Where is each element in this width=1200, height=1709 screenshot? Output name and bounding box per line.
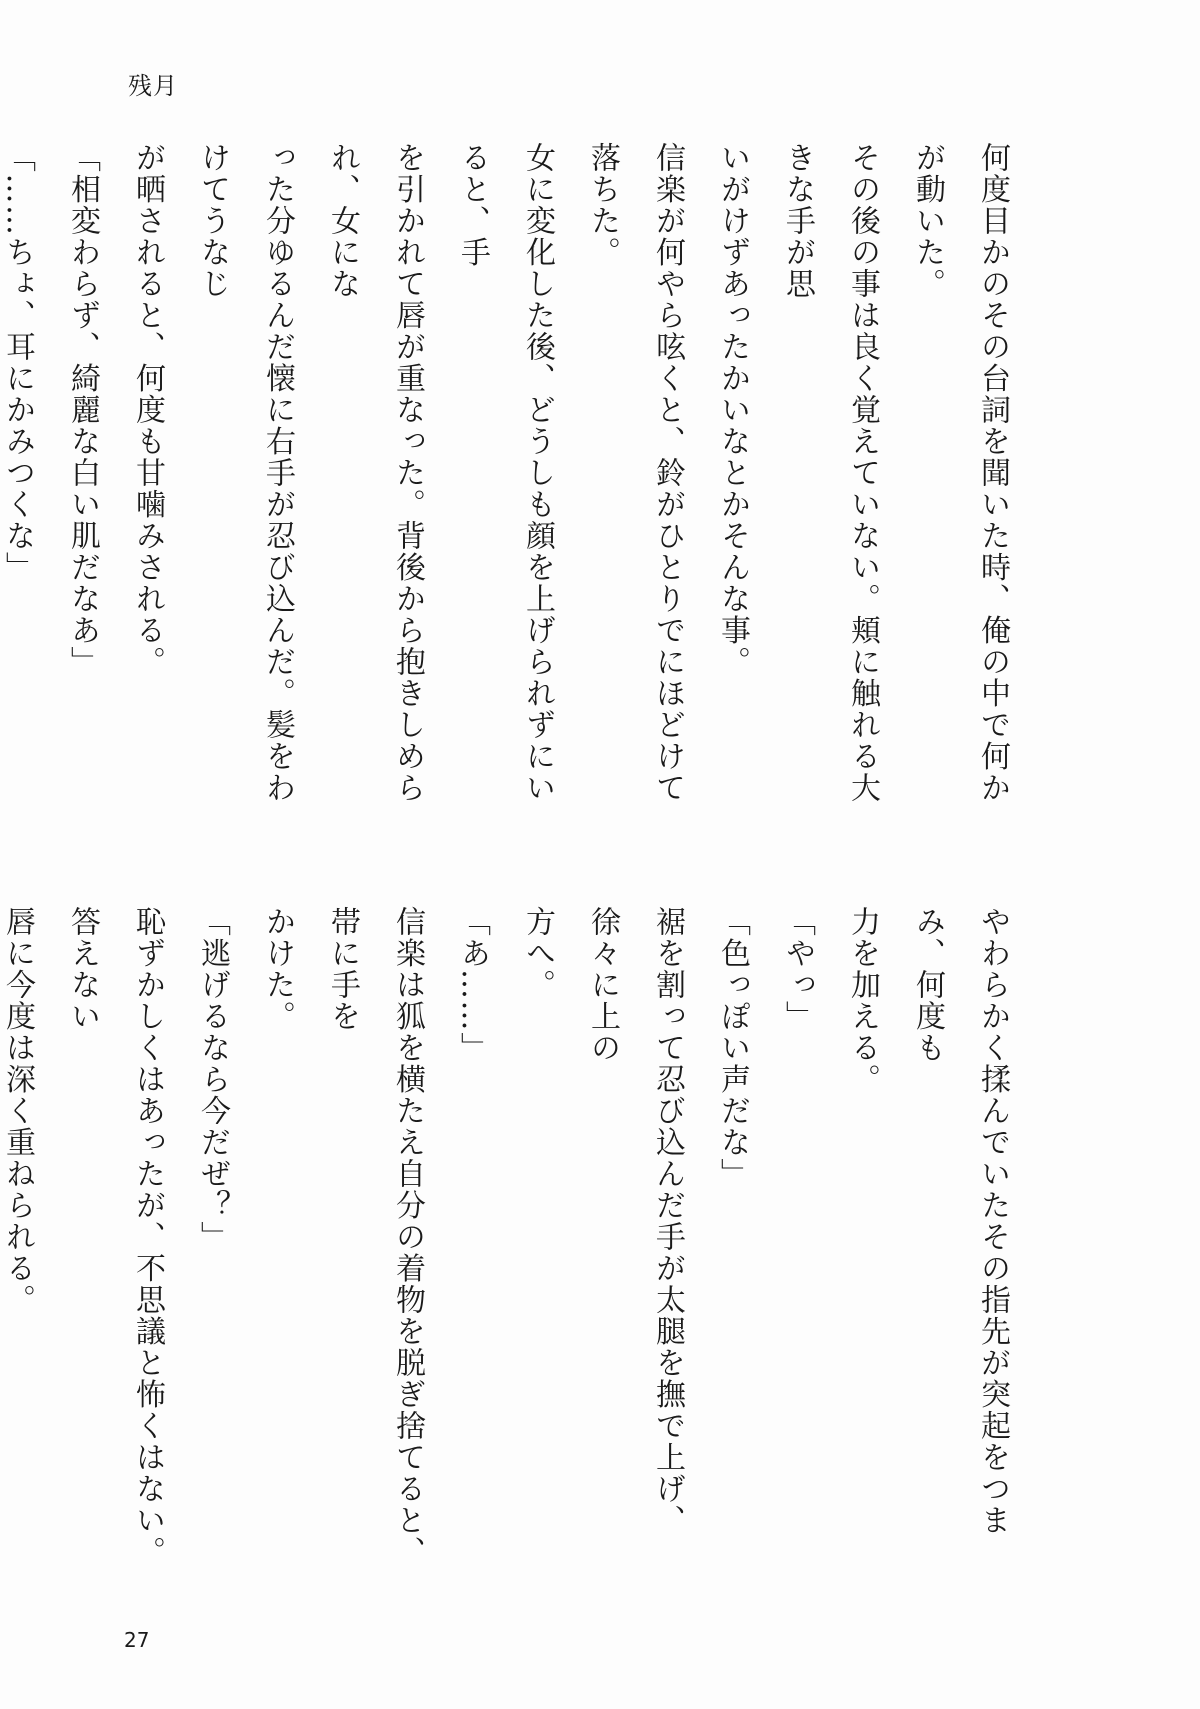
text-line: 信楽は狐を横たえ自分の着物を脱ぎ捨てると、帯に手を <box>325 906 425 1568</box>
lower-text-block <box>0 906 1025 1596</box>
text-line: 女に変化した後、どうしも顔を上げられずにいると、手 <box>455 142 555 804</box>
text-line: 何度目かのその台詞を聞いた時、俺の中で何かが動いた。 <box>910 142 1010 804</box>
upper-text-block <box>0 142 1025 832</box>
text-line: 裾を割って忍び込んだ手が太腿を撫で上げ、徐々に上の <box>585 906 685 1536</box>
dialogue-line: 「あ……」 <box>455 906 490 1064</box>
running-header: 残月 <box>128 72 178 100</box>
text-line: 恥ずかしくはあったが、不思議と怖くはない。答えない <box>65 906 165 1568</box>
text-line: やわらかく揉んでいたその指先が突起をつまみ、何度も <box>910 906 1010 1536</box>
dialogue-line: 「色っぽい声だな」 <box>715 906 750 1190</box>
dialogue-line: 「逃げるなら今だぜ？」 <box>195 906 230 1253</box>
text-line: った分ゆるんだ懐に右手が忍び込んだ。髪をわけてうなじ <box>195 142 295 804</box>
dialogue-line: 「やっ」 <box>780 906 815 1032</box>
text-line: 唇に今度は深く重ねられる。 <box>0 906 35 1316</box>
text-line: かけた。 <box>260 906 295 1032</box>
text-line: 方へ。 <box>520 906 555 1001</box>
page-number: 27 <box>124 1628 150 1652</box>
text-line: その後の事は良く覚えていない。頬に触れる大きな手が思 <box>780 142 880 804</box>
text-line: いがけずあったかいなとかそんな事。 <box>715 142 750 678</box>
dialogue-line: 「……ちょ、耳にかみつくな」 <box>0 142 35 583</box>
text-line: 信楽が何やら呟くと、鈴がひとりでにほどけて落ちた。 <box>585 142 685 804</box>
text-line: が晒されると、何度も甘噛みされる。 <box>130 142 165 678</box>
dialogue-line: 「相変わらず、綺麗な白い肌だなあ」 <box>65 142 100 678</box>
text-line: を引かれて唇が重なった。背後から抱きしめられ、女にな <box>325 142 425 804</box>
text-line: 力を加える。 <box>845 906 880 1095</box>
